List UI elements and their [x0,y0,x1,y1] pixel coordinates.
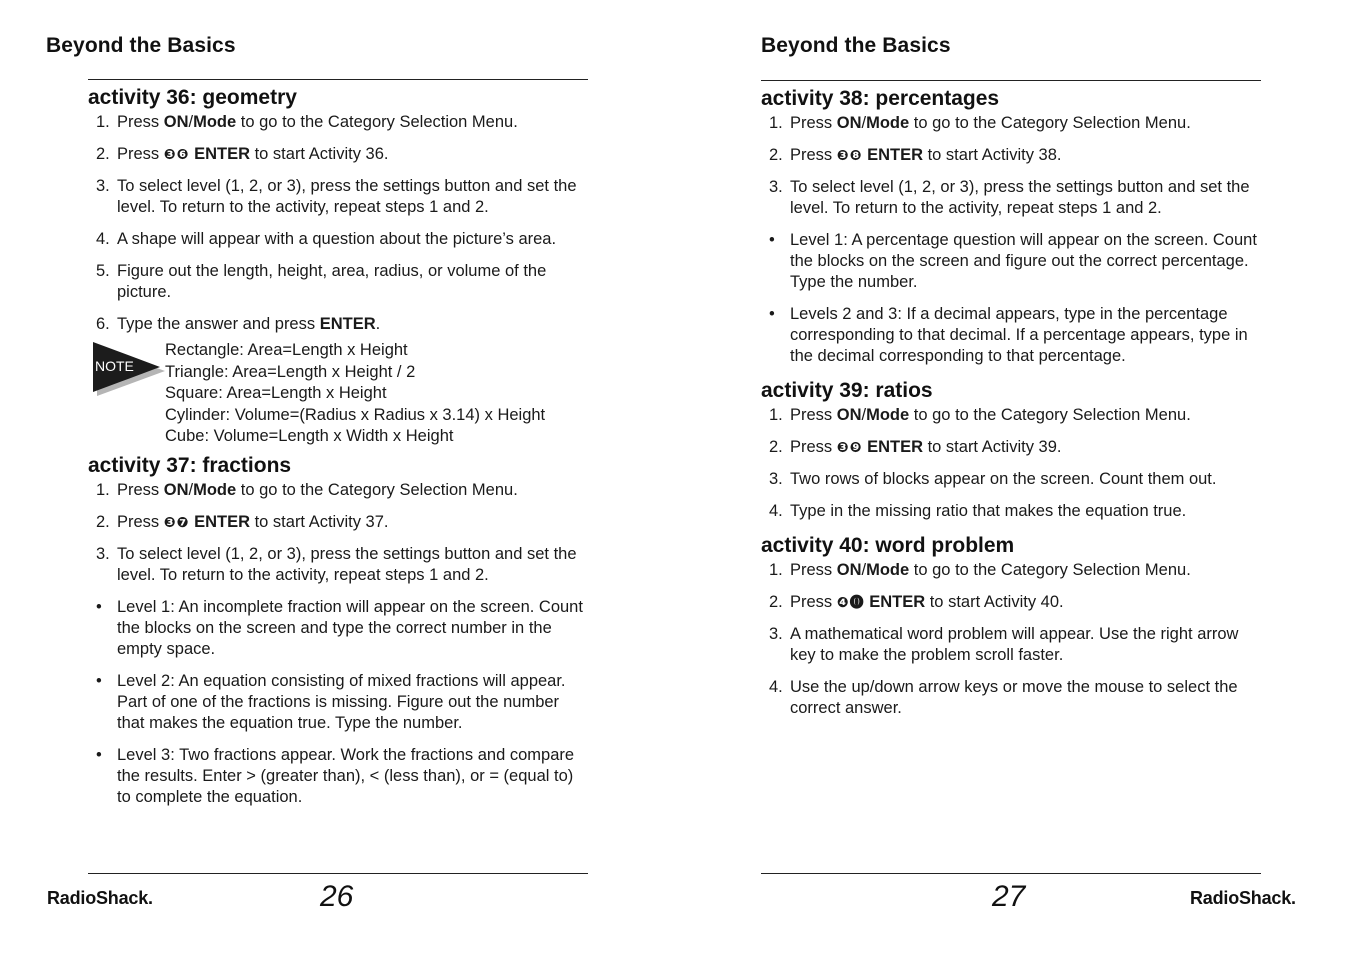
list-item: 3. To select level (1, 2, or 3), press the settings button and set the level. To return to the activity, repeat steps 1 and 2. [96,177,577,216]
list-item: 3. A mathematical word problem will appear. Use the right arrow key to make the problem scroll faster. [769,625,1239,664]
list-item: 3. To select level (1, 2, or 3), press the settings button and set the level. To return to the activity, repeat steps 1 and 2. [769,178,1250,217]
step-marker: 1. [769,561,783,579]
content-column [88,79,588,808]
left-page [0,0,675,954]
activity-37-steps [88,480,588,808]
activity-39-steps [761,405,1261,522]
list-item: • Level 1: A percentage question will appear on the screen. Count the blocks on the screen and figure out the correct percentage. Type the number. [769,231,1257,291]
key-icon: ❸❼ [163,514,190,530]
step-marker: 3. [769,470,783,488]
key-icon: ❸❾ [836,439,863,455]
note-label: NOTE [95,358,134,374]
step-marker: 3. [96,545,110,563]
step-marker: • [96,746,102,764]
key-icon: ❸❻ [163,146,190,162]
section-header: Beyond the Basics [46,34,236,57]
activity-40-steps [761,560,1261,719]
list-item: • Level 1: An incomplete fraction will appear on the screen. Count the blocks on the screen and type the correct number in the empty space. [96,598,583,658]
step-marker: 5. [96,262,110,280]
list-item: 2. Press ❸❾ ENTER to start Activity 39. [769,438,1062,456]
footer-divider [88,873,588,874]
list-item: • Level 3: Two fractions appear. Work the fractions and compare the results. Enter > (greater than), < (less than), or = (equal to) to complete the equation. [96,746,575,806]
key-icon: ❸❽ [836,147,863,163]
note-text [165,340,545,448]
list-item: 2. Press ❸❼ ENTER to start Activity 37. [96,513,389,531]
page-number: 27 [992,880,1026,913]
step-marker: 1. [96,481,110,499]
list-item: 4. A shape will appear with a question about the picture’s area. [96,230,557,248]
list-item: 1. Press ON/Mode to go to the Category Selection Menu. [769,406,1191,424]
list-item: • Level 2: An equation consisting of mixed fractions will appear. Part of one of the fractions is missing. Figure out the number that makes the equation true. Type the number. [96,672,566,732]
step-marker: • [96,672,102,690]
list-item: 4. Type in the missing ratio that makes the equation true. [769,502,1187,520]
content-column [761,80,1261,719]
step-marker: 4. [769,502,783,520]
brand-logo: RadioShack. [1190,888,1296,908]
list-item: • Levels 2 and 3: If a decimal appears, type in the percentage corresponding to that decimal. If a percentage appears, type in the decimal corresponding to that percentage. [769,305,1248,365]
divider [88,79,588,80]
list-item: 6. Type the answer and press ENTER. [96,315,381,333]
step-marker: 1. [769,406,783,424]
activity-40-title: activity 40: word problem [761,534,1015,557]
note-line: Cube: Volume=Length x Width x Height [165,427,454,445]
step-marker: 4. [769,678,783,696]
page-number: 26 [320,880,354,913]
list-item: 1. Press ON/Mode to go to the Category Selection Menu. [96,113,518,131]
activity-36-steps [88,112,588,335]
list-item: 2. Press ❹⓿ ENTER to start Activity 40. [769,593,1064,611]
list-item: 1. Press ON/Mode to go to the Category Selection Menu. [769,561,1191,579]
divider [761,80,1261,81]
note-line: Cylinder: Volume=(Radius x Radius x 3.14) x Height [165,405,546,424]
list-item: 4. Use the up/down arrow keys or move the mouse to select the correct answer. [769,678,1238,717]
activity-38-title: activity 38: percentages [761,87,1000,110]
list-item: 1. Press ON/Mode to go to the Category Selection Menu. [769,114,1191,132]
section-header: Beyond the Basics [761,34,951,57]
note-icon [90,340,168,400]
list-item: 5. Figure out the length, height, area, radius, or volume of the picture. [96,262,547,301]
list-item: 1. Press ON/Mode to go to the Category Selection Menu. [96,481,518,499]
step-marker: 3. [96,177,110,195]
step-marker: 2. [769,438,783,456]
brand-logo: RadioShack. [47,888,153,908]
step-marker: 3. [769,625,783,643]
note-block [88,340,588,446]
step-marker: 4. [96,230,110,248]
activity-39-title: activity 39: ratios [761,379,933,402]
note-line: Square: Area=Length x Height [165,384,387,402]
right-page [675,0,1351,954]
note-line: Rectangle: Area=Length x Height [165,341,408,359]
step-marker: 2. [96,513,110,531]
list-item: 3. To select level (1, 2, or 3), press the settings button and set the level. To return to the activity, repeat steps 1 and 2. [96,545,577,584]
list-item: 2. Press ❸❻ ENTER to start Activity 36. [96,145,389,163]
note-line: Triangle: Area=Length x Height / 2 [165,362,416,381]
step-marker: 2. [769,593,783,611]
step-marker: 3. [769,178,783,196]
activity-37-title: activity 37: fractions [88,454,292,477]
footer-divider [761,873,1261,874]
activity-38-steps [761,113,1261,367]
step-marker: • [769,231,775,249]
step-marker: 1. [769,114,783,132]
step-marker: • [96,598,102,616]
key-icon: ❹⓿ [836,594,865,610]
step-marker: 6. [96,315,110,333]
step-marker: 2. [769,146,783,164]
step-marker: 1. [96,113,110,131]
activity-36-title: activity 36: geometry [88,86,297,109]
step-marker: 2. [96,145,110,163]
step-marker: • [769,305,775,323]
list-item: 3. Two rows of blocks appear on the screen. Count them out. [769,470,1217,488]
list-item: 2. Press ❸❽ ENTER to start Activity 38. [769,146,1062,164]
